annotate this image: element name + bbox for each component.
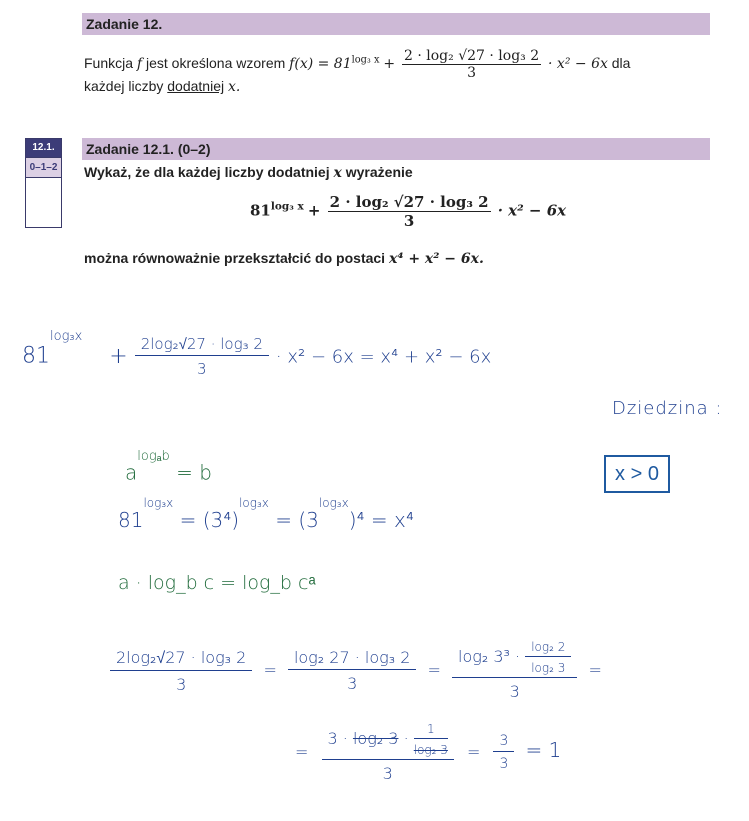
subtask-prompt: Wykaż, że dla każdej liczby dodatniej x wyrażenie: [84, 164, 413, 181]
subtask-header: [82, 138, 710, 160]
score-points: 0–1–2: [26, 157, 61, 177]
score-box: [25, 138, 62, 228]
task-header: [82, 13, 710, 35]
hw-line1: $81^{log_3x}$ + $\frac{\text{2log₂√27 · log₃ 2}}{3}$ · x² − 6x = x⁴ + x² − 6x: [22, 329, 492, 378]
subtask-expression: $81^{log_3 x}$ + $\frac{\text{2 · log₂ √27 · log₃ 2}}{3}$ · x² − 6x: [250, 193, 567, 230]
formula-fraction: $\frac{\text{2 · log₂ √27 · log₃ 2}}{3}$: [404, 48, 540, 81]
score-entry-field[interactable]: [26, 177, 61, 227]
hw-domain-box: x > 0: [604, 455, 670, 493]
task-intro: Funkcja f jest określona wzorem $f(x) = 81^{log_3 x}$ + $\frac{\text{2 · log₂ √27 · log₃ 2}}{3}$ · x² − 6x dla: [84, 48, 631, 81]
subtask-conclusion: można równoważnie przekształcić do postaci x⁴ + x² − 6x.: [84, 250, 484, 267]
hw-line3: $\frac{\text{2log₂√27 · log₃ 2}}{3}$ = $\frac{\text{log₂ 27 · log₃ 2}}{3}$ = log₂ 3³ · $\frac{\text{log₂ 2}}{\text{log₂ 3}}$ 3 =: [110, 640, 602, 701]
hw-identity2: a · log_b c = log_b cᵃ: [118, 572, 316, 594]
subtask-header-title: Zadanie 12.1. (0–2): [86, 141, 211, 157]
hw-identity1: $a^{log_ab} = b$: [125, 449, 212, 485]
task-intro-line2: każdej liczby dodatniej x.: [84, 78, 241, 95]
hw-line4: = 3 · log₂ 3 · $\frac{1}{\text{log₂ 3}}$ 3 = $\frac{3}{3}$ = 1: [295, 722, 562, 783]
hw-domain-label: Dziedzina :: [612, 398, 723, 419]
score-id: 12.1.: [26, 139, 61, 157]
task-header-title: Zadanie 12.: [86, 16, 163, 32]
hw-line2: $81^{log_3x} = (3^4)^{log_3x} = (3^{log_3x})^4 = x^4$: [118, 496, 414, 532]
